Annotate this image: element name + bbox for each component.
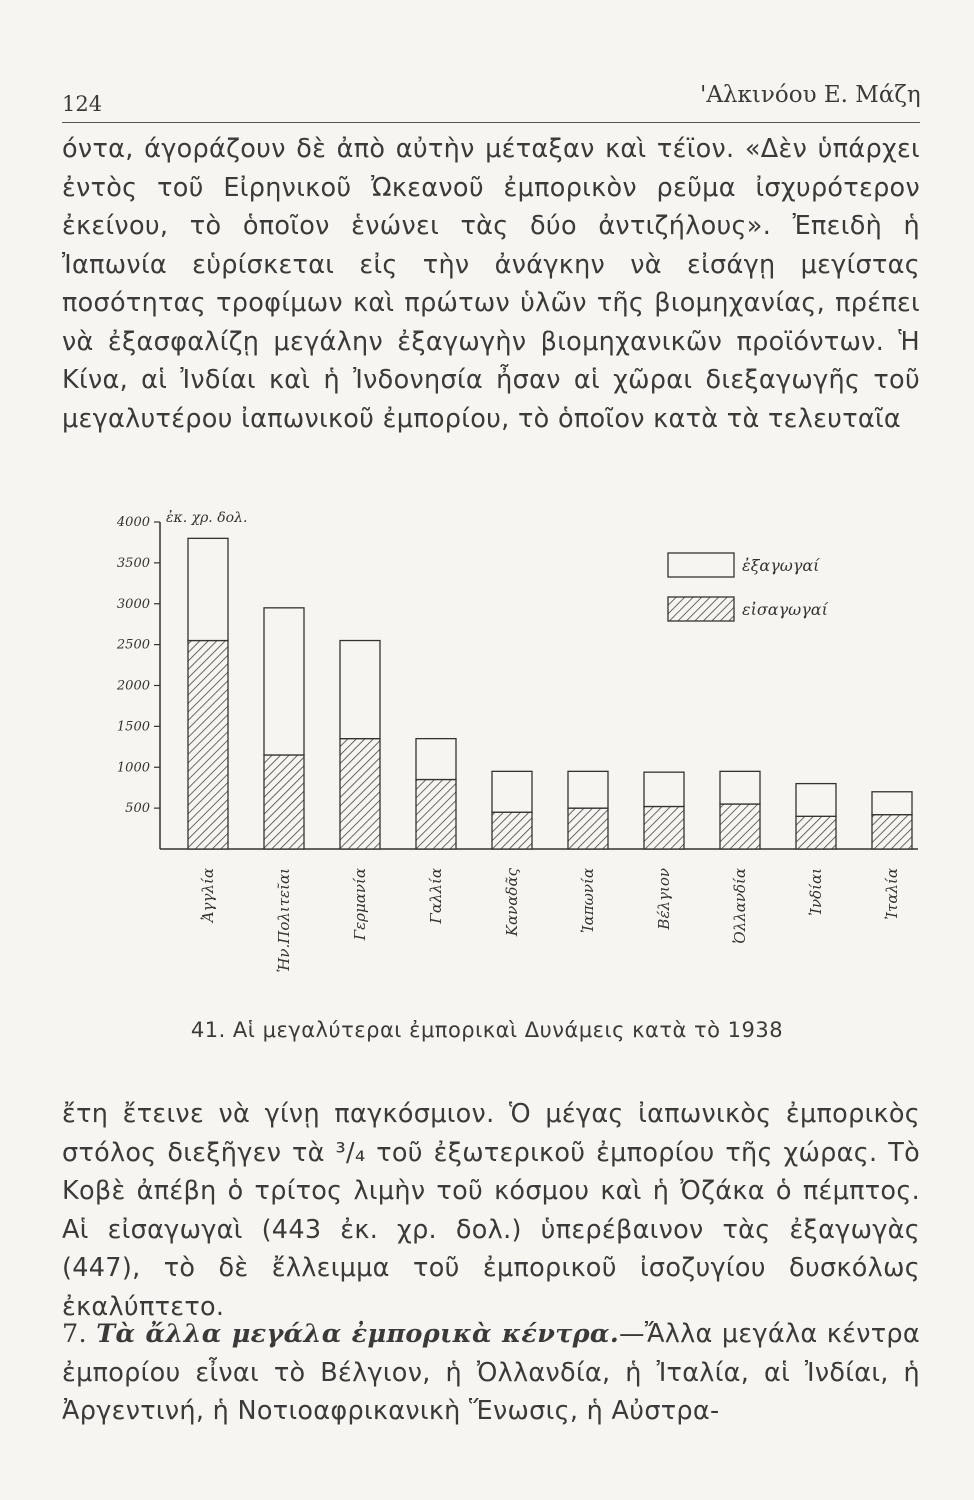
bar-imports <box>644 806 684 849</box>
y-tick-label: 2000 <box>116 678 150 694</box>
bar-imports <box>492 812 532 849</box>
category-label: Ἰνδίαι <box>807 868 825 916</box>
running-head: 'Αλκινόου Ε. Μάζη <box>700 82 921 108</box>
category-label: Ἀγγλία <box>199 868 217 923</box>
category-label: Ἰταλία <box>883 868 901 920</box>
bar-exports <box>872 792 912 815</box>
category-label: Ἰαπωνία <box>579 868 597 934</box>
legend-swatch <box>668 553 734 577</box>
section-number: 7. <box>62 1319 87 1349</box>
bar-imports <box>264 755 304 849</box>
legend-label: ἐξαγωγαί <box>742 556 820 575</box>
bar-imports <box>188 641 228 849</box>
category-label: Γερμανία <box>351 868 369 941</box>
legend-swatch <box>668 597 734 621</box>
bar-exports <box>416 739 456 780</box>
y-tick-label: 4000 <box>116 515 150 530</box>
category-label: Γαλλία <box>427 868 445 924</box>
bar-exports <box>720 771 760 804</box>
bar-exports <box>644 772 684 806</box>
bar-imports <box>340 739 380 849</box>
category-label: Ὀλλανδία <box>731 868 749 944</box>
header-rule <box>62 122 920 123</box>
figure-caption: 41. Αἱ μεγαλύτεραι ἐμπορικαὶ Δυνάμεις κατὰ τὸ 1938 <box>190 1018 784 1042</box>
paragraph-3 <box>62 1315 920 1431</box>
y-tick-label: 1500 <box>116 719 150 735</box>
page-number: 124 <box>62 92 103 116</box>
bar-exports <box>568 771 608 808</box>
bar-exports <box>796 784 836 817</box>
bar-exports <box>492 771 532 812</box>
bar-imports <box>568 808 608 849</box>
bar-imports <box>796 816 836 849</box>
y-tick-label: 500 <box>125 801 150 817</box>
category-label: Καναδᾶς <box>503 868 521 937</box>
y-tick-label: 2500 <box>116 637 150 653</box>
bar-imports <box>720 804 760 849</box>
bar-imports <box>416 780 456 849</box>
category-label: Ἡν.Πολιτεῖαι <box>275 868 293 973</box>
bar-imports <box>872 815 912 849</box>
y-tick-label: 3500 <box>116 555 150 571</box>
y-tick-label: 3000 <box>116 596 150 612</box>
unit-label: ἐκ. χρ. δολ. <box>166 510 248 526</box>
section-title: Τὰ ἄλλα μεγάλα ἐμπορικὰ κέντρα. <box>96 1319 620 1349</box>
bar-exports <box>188 538 228 640</box>
paragraph-1: όντα, άγοράζουν δὲ ἀπὸ αὐτὴν μέταξαν καὶ τέϊον. «Δὲν ὑπάρχει ἐντὸς τοῦ Εἰρηνικοῦ Ὠκεανοῦ ἐμπορικὸν ρεῦμα ἰσχυρότερον ἐκείνου, τὸ ὁποῖον ἑνώνει τὰς δύο ἀντιζήλους». Ἐπειδὴ ἡ Ἰαπωνία εὑρίσκεται εἰς τὴν ἀνάγκην νὰ εἰσάγῃ μεγίστας ποσότητας τροφίμων καὶ πρώτων ὑλῶν τῆς βιομηχανίας, πρέπει νὰ ἐξασφαλίζῃ μεγάλην ἐξαγωγὴν βιομηχανικῶν προϊόντων. Ἡ Κίνα, αἱ Ἰνδίαι καὶ ἡ Ἰνδονησία ἦσαν αἱ χῶραι διεξαγωγῆς τοῦ μεγαλυτέρου ἰαπωνικοῦ ἐμπορίου, τὸ ὁποῖον κατὰ τὰ τελευταῖα <box>62 134 920 434</box>
section-body: —Ἄλλα μεγάλα κέντρα ἐμπορίου εἶναι τὸ Βέλγιον, ἡ Ὀλλανδία, ἡ Ἰταλία, αἱ Ἰνδίαι, ἡ Ἀργεντινή, ἡ Νοτιοαφρικανικὴ Ἕνωσις, ἡ Αὐστρα- <box>62 1319 920 1426</box>
bar-exports <box>264 608 304 755</box>
paragraph-2: ἔτη ἔτεινε νὰ γίνῃ παγκόσμιον. Ὁ μέγας ἰαπωνικὸς ἐμπορικὸς στόλος διεξῆγεν τὰ ³/₄ τοῦ ἐξωτερικοῦ ἐμπορίου τῆς χώρας. Τὸ Κοβὲ ἀπέβη ὁ τρίτος λιμὴν τοῦ κόσμου καὶ ἡ Ὀζάκα ὁ πέμπτος. Αἱ εἰσαγωγαὶ (443 ἐκ. χρ. δολ.) ὑπερέβαινον τὰς ἐξαγωγὰς (447), τὸ δὲ ἔλλειμμα τοῦ ἐμπορικοῦ ἰσοζυγίου δυσκόλως ἐκαλύπτετο. <box>62 1099 920 1322</box>
category-label: Βέλγιον <box>655 868 673 930</box>
legend-label: εἰσαγωγαί <box>742 600 828 619</box>
bar-exports <box>340 641 380 739</box>
y-tick-label: 1000 <box>116 760 150 776</box>
